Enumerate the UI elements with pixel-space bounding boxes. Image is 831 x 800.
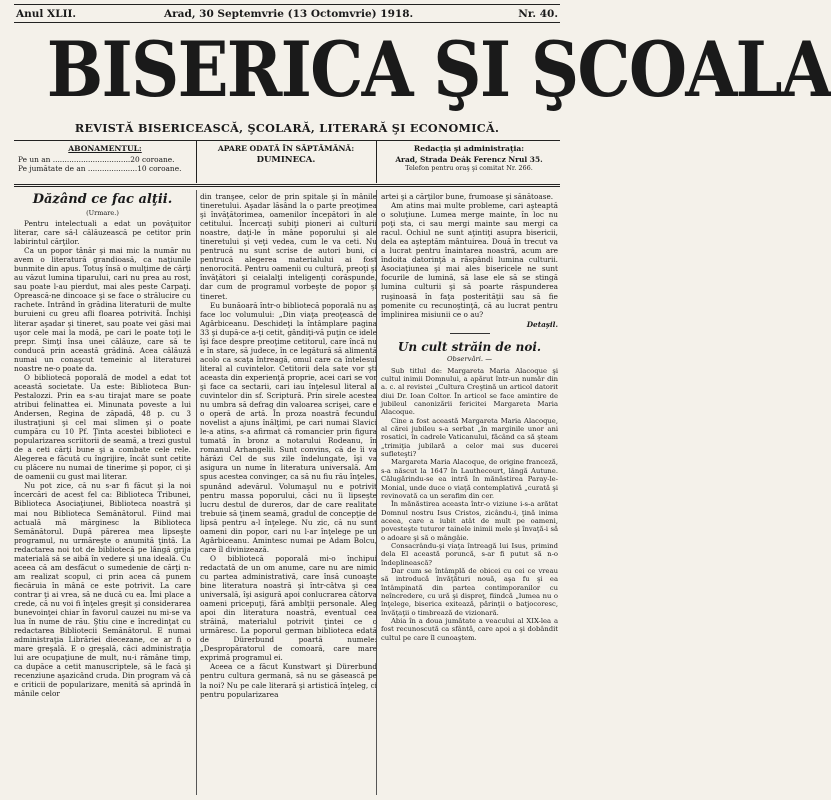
paragraph: Abia în a doua jumătate a veacului al XIX-lea a fost recunoscută ca sfântă, care apoi a şi dobândit cultul pe care îl cunoaştem.	[381, 617, 558, 642]
box-divider	[376, 140, 377, 183]
paragraph: Ca un popor tânăr şi mai mic la număr nu avem o literatură grandioasă, ca naţiunile bunmite din apus. Totuş însă o mulţime de cărţi au văzut lumina tiparului, cari nu prea au rost, sau poate l-au pierdut, mai ales peste Carpaţi. Oprească-ne dincoace şi se face o strălucire cu rachete. Intrând în grădina literaturii de multe buruieni cu greu afli floarea potrivită. Închişi literar aşadar şi tineret, sau poate vei găsi mai uşor cele mai la modă, pe cari le poate toţi le prepr. Simţi însa unei călăuze, care să te conducă prin această grădină. Acea călăuză numai un conaşcut temeinic al literaturei noastre ne-o poate da.	[14, 246, 191, 373]
subscription-line: Pe jumătate de an .....................10 coroane.	[18, 164, 182, 173]
signature: Detaşil.	[526, 319, 558, 329]
article-continuation: (Urmare.)	[86, 209, 119, 217]
issue-number: Nr. 40.	[518, 8, 558, 20]
paragraph: din tranşee, celor de prin spitale şi în mânile tineretului. Aşadar lăsând la o parte preoţimea şi învăţătorimea, oamenilor începători în ale cetitului. Încercaţi subiţi pioneri ai culturii noastre, daţi-le în mâne poporului şi ale tineretului şi veţi vedea, cum le va ceti. Nu pentrucă nu sunt scrise de autori buni, ci pentrucă alegerea materialului ai fost nenorocită. Pentru oamenii cu cultură, preoţi şi învăţători şi ceialalţi inteligenţi corăspunde, dar cum de programul vorbeşte de popor şi tineret.	[200, 192, 377, 301]
paragraph: Dar cum se întâmplă de obicei cu cei ce vreau să introducă învăţături nouă, aşa fu şi ea întâmpinată din partea contimporanilor cu neîncredere, cu ură şi dispreţ, fiindcă „lumea nu o înţelege, biserica exitează, părinţii o batjocoresc, învăţaţii o timbrează de vizionară.	[381, 566, 558, 617]
box-divider	[196, 140, 197, 183]
paragraph: Pentru intelectuali a edat un povăţuitor literar, care să-l călăuzească pe cetitor prin labirintul cărţilor.	[14, 219, 191, 247]
volume-label: Anul XLII.	[16, 8, 77, 20]
header-rule	[14, 22, 560, 23]
paragraph: Eu bunăoară într-o bibliotecă poporală nu aş face loc volumului: „Din viaţa preoţească de Agârbiceanu. Deschideţi la întâmplare pagina 33 şi după-ce a-ţi cetit, gândiţi-vă puţin ce idele îşi face despre preoţime cetitorul, care încă nu e în stare, să judece, în ce legătură să alimentă acolo ca scaţa întreagă, omul care ca întelesul literal al cuvintelor. Cetitorii dela sate vor şti aceasta din experienţă proprie, acei cari se vor şi face ca sectarii, cari iau înţelesul literal al cuvintelor din sf. Scriptură. Prin sirele acestea nu umbra să defrag din valoarea scrişei, care e o operă de artă. În proza noastră fecundul novelist a ajuns înălţimi, pe cari numai Slavici le-a atins, s-a afirmat că romancier prin figura tumată în bronz a notarului Rodeanu, în romanul Arhangelii. Sunt convins, că de îi va hărăzi Cel de sus zile îndelungate, îşi va asigura un nume în literatura universală. Am spus acestea convinger, ca să nu fiu rău înţeles, spunând adevărul. Volumaşul nu e potrivit pentru massa poporului, căci nu îi lipseşte lucru destul de dureros, dar de care realitate trebuie să ţinem seamă, gradul de concepţie de lipsă pentru a-l înţelege. Nu zic, că nu sunt oameni din popor, cari nu l-ar înţelege pe un Agârbiceanu. Amintesc numai pe Adam Bolcu, care îl divinizează.	[200, 300, 377, 554]
frequency-title: APARE ODATĂ ÎN SĂPTĂMÂNĂ:	[217, 144, 355, 153]
info-box-row	[14, 140, 560, 185]
editorial-box	[380, 141, 558, 184]
frequency-box	[200, 141, 372, 184]
frequency-value: DUMINECA.	[256, 155, 316, 165]
paragraph: Consacrându-şi viaţa întreagă lui Isus, primind dela El această poruncă, s-ar fi putut să n-o îndeplinească?	[381, 541, 558, 567]
paragraph: Cine a fost această Margareta Maria Alacoque, al cărei jubileu s-a serbat „în marginile unor ani rosatici, în cadrele Vaticanului, făcând ca să şteam „trimiţia jubilară a celor mai sus ducerei sufleteşti?	[381, 416, 558, 459]
column-divider	[196, 190, 197, 795]
paragraph: O bibliotecă poporală mi-o închipui redactată de un om anume, care nu are nimic cu partea administrativă, care însă cunoaşte bine literatura noastră şi într-câtva şi cea universală, îşi asigură apoi conlucrarea câtorva oameni pricepuţi, fără amblţii personale. Aleg apoi din literatura noastră, eventual cea străină, materialul potrivit ţintei ce o urmăresc. La poporul german biblioteca edată de Dürerbund poartă numele: „Despropăratorul de comoară, care mare exprimă programul ei.	[200, 553, 377, 663]
article-separator	[450, 333, 490, 334]
column-2	[200, 192, 377, 795]
column-3	[381, 192, 558, 795]
top-rule	[14, 4, 560, 5]
body-rule	[14, 186, 560, 187]
article-title: Un cult străin de noi.	[397, 339, 542, 354]
subscription-box	[18, 141, 192, 184]
article-title: Dăzând ce fac alţii.	[32, 192, 173, 207]
paragraph: Am atins mai multe probleme, cari aşteaptă o soluţiune. Lumea merge mainte, în loc nu poţi sta, ci sau mergi mainte sau mergi ca racul. Ochiul ne sunt aţintiţi asupra bisericii, dela ea aşteptăm mântuirea. Două în trecut va a lucrat pentru înaintarea noastră, acum are îndoita datorinţă a răspândi lumina culturii. Asociaţiunea şi mai ales bisericele ne sunt focurile de lumină, să lase ele să se stingă lumina culturii şi să poarte răspunderea ruşinoasă în faţa posterităţii sau să fie pomenite cu recunoştinţă, că au lucrat pentru împlinirea misiunii ce o au?	[381, 201, 558, 319]
paragraph: Aceea ce a făcut Kunstwart şi Dürerbund pentru cultura germană, să nu se găsească pe la noi? Nu pe cale literară şi artistică înţeleg, ci pentru popularizarea	[200, 662, 377, 699]
paragraph: Sub titlul de: Margareta Maria Alacoque şi cultul inimii Domnului, a apărut într-un număr din a. c. al revistei „Cultura Creştină un articol datorit diui Dr. Ioan Coltor. În articol se face amintire de jubileul canonizării fericitei Margareta Maria Alacoque.	[381, 366, 558, 417]
paragraph: Nu pot zice, că nu s-ar fi făcut şi la noi încercări de acest fel ca: Biblioteca Tribunei, Biblioteca Asociaţiunei, Biblioteca noastră şi mai nou Biblioteca Semănătorul. Fiind mai actuală mă mărginesc la Biblioteca Semănătorul. După părerea mea lipseşte programul, nu urmăreşte o anumită ţintă. La redactarea noi tot de bibliotecă pe lângă grija materială să se aibă în vedere şi una ideală. Cu aceea că am desfăcut o sumedenie de cărţi n-am realizat scopul, ci prin acea că punem fiecăruia în mână ce este potrivit. La care contrar ţi ai vrea, să ne ducă cu ea. Îmi place a crede, că nu voi fi înţeles greşit şi considerarea bunevoinţei chiar în favorul cauzei nu mi-se va lua în nume de rău. Ştiu cine e încredinţat cu redactarea Bibliotecii Semănătorul. E numai administraţia Librăriei diecezane, ce ar fi o mare greşală. E o greşală, căci administraţia lui are ocupaţiune de mult, nu-i rămâne timp, ca dupăce a cetit manuscriptele, să le facă şi recenziune aşazicând cruda. Din program vă că e criticii de popularizare, menită să aprindă în mânile celor	[14, 481, 191, 699]
dateline	[14, 6, 560, 22]
masthead-subtitle: REVISTĂ BISERICEASCĂ, ŞCOLARĂ, LITERARĂ ŞI ECONOMICĂ.	[74, 121, 500, 135]
paragraph: O bibliotecă poporală de model a edat tot această societate. Ua este: Biblioteca Bun-Pestalozzi. Prin ea s-au tirajat mare se poate atribui felinattea ei. Minunata poveste a lui Andersen, Regina de zăpadă, 48 p. cu 3 ilustraţiuni şi cel mai slimen şi o poate cumpăra cu 10 Pf. Ţinta acestei biblioteci e popularizarea scriitorii de seamă, a trezi gustul de a ceti cărţi bune şi a combate cele rele. Alegerea e făcută cu îngrijire, încât sunt cetite cu plăcere nu numai de tinerime şi popor, ci şi de oamenii cu gust mai literar.	[14, 372, 191, 482]
paragraph: Margareta Maria Alacoque, de origine franceză, s-a născut la 1647 în Lauthecourt, lângă Autune. Călugărindu-se ea intră în mănăstirea Paray-le-Monial, unde duce o viaţă contemplativă „curată şi revinovată ca un serafim din cer.	[381, 458, 558, 500]
editorial-phone: Telefon pentru oraş şi comitat Nr. 266.	[405, 164, 533, 172]
subscription-line: Pe un an .................................20 coroane.	[18, 155, 175, 164]
subscription-title: ABONAMENTUL:	[68, 144, 142, 153]
paragraph: artei şi a cărţilor bune, frumoase şi sănătoase.	[381, 192, 554, 201]
editorial-title: Redacţia şi administraţia:	[413, 144, 525, 153]
editorial-address: Arad, Strada Deák Ferencz Nrul 35.	[395, 155, 543, 164]
article-subtitle: Observări. —	[446, 354, 493, 363]
date-place: Arad, 30 Septemvrie (13 Octomvrie) 1918.	[164, 8, 414, 20]
paragraph: În mănăstirea aceasta într-o viziune i-s-a arătat Domnul nostru Isus Cristos, zicându-i, ţină inima aceea, care a iubit atât de mult pe oameni, povesteşte tuturor tainele inimii mele şi învaţă-i să o adoare şi să o mângâie.	[381, 500, 558, 542]
masthead-title: BISERICA ŞI ŞCOALA	[46, 25, 831, 114]
column-1	[14, 192, 191, 795]
